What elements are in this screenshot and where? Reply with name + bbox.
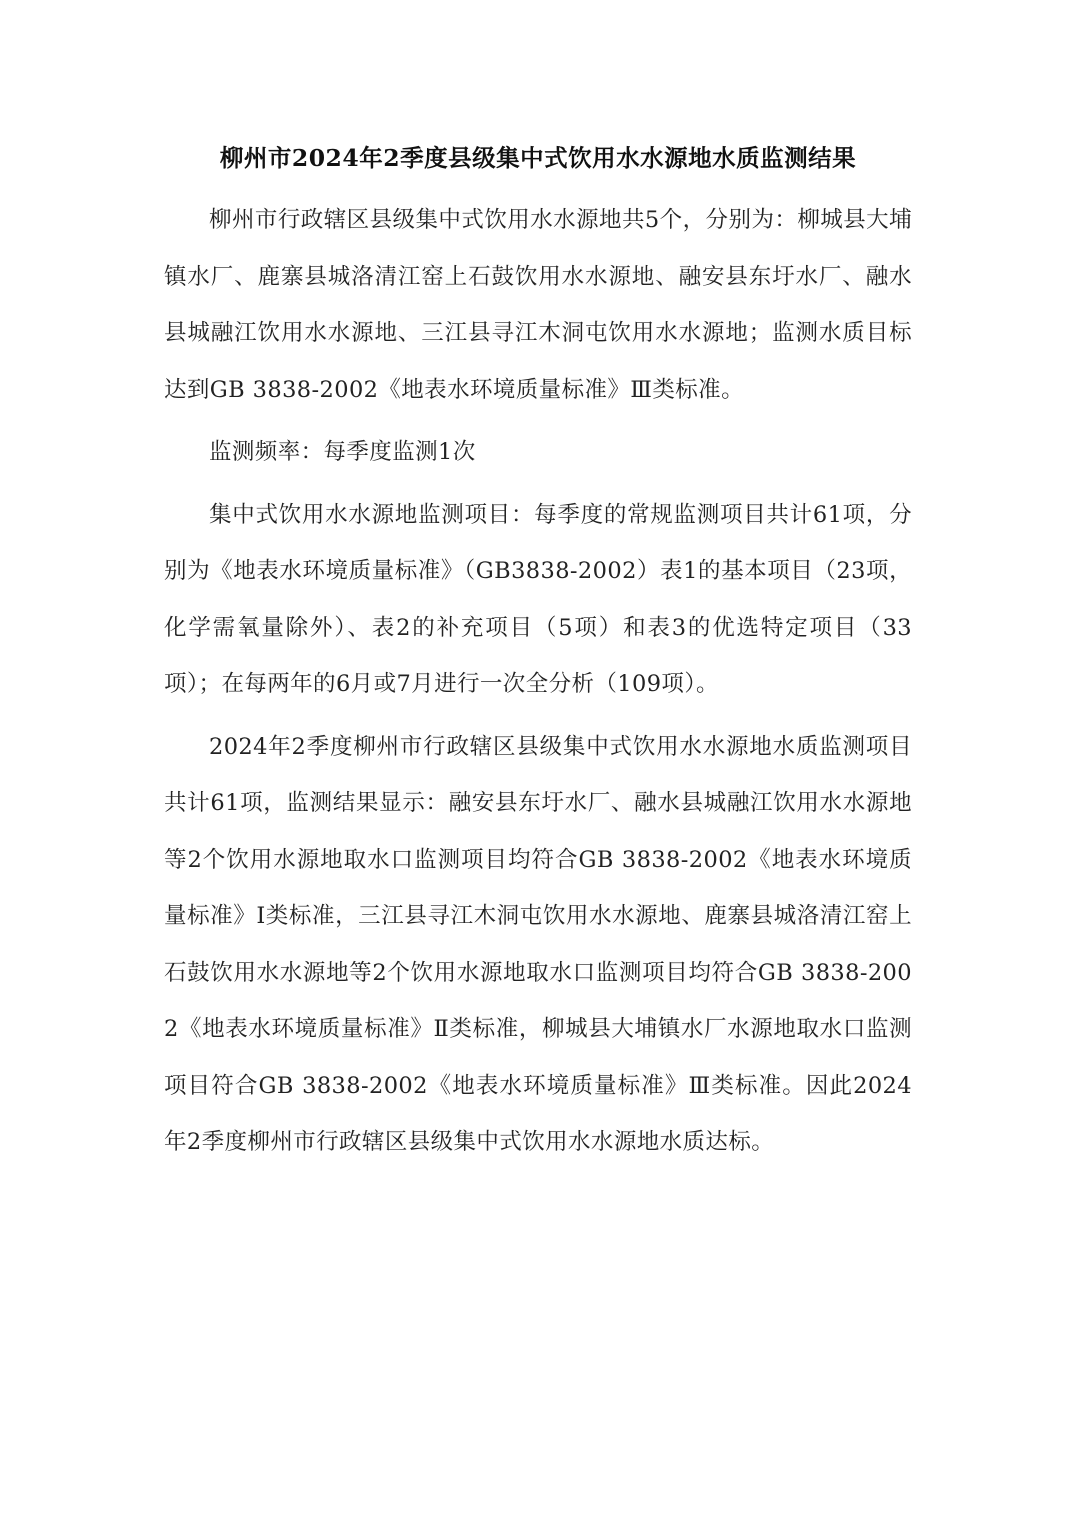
paragraph-monitoring-items: 集中式饮用水水源地监测项目：每季度的常规监测项目共计61项，分别为《地表水环境质量标准》（GB3838-2002）表1的基本项目（23项，化学需氧量除外）、表2的补充项目（5项）和表3的优选特定项目（33项）；在每两年的6月或7月进行一次全分析（109项）。 bbox=[164, 501, 912, 697]
document-page bbox=[164, 136, 912, 1177]
paragraph-monitoring-results: 2024年2季度柳州市行政辖区县级集中式饮用水水源地水质监测项目共计61项，监测结果显示：融安县东圩水厂、融水县城融江饮用水水源地等2个饮用水源地取水口监测项目均符合GB 3838-2002《地表水环境质量标准》Ⅰ类标准，三江县寻江木洞屯饮用水水源地、鹿寨县城洛清江窑上石鼓饮用水水源地等2个饮用水源地取水口监测项目均符合GB 3838-2002《地表水环境质量标准》Ⅱ类标准，柳城县大埔镇水厂水源地取水口监测项目符合GB 3838-2002《地表水环境质量标准》Ⅲ类标准。因此2024年2季度柳州市行政辖区县级集中式饮用水水源地水质达标。 bbox=[164, 733, 912, 1155]
document-title: 柳州市2024年2季度县级集中式饮用水水源地水质监测结果 bbox=[219, 144, 857, 172]
paragraph-monitoring-frequency: 监测频率：每季度监测1次 bbox=[209, 439, 476, 465]
paragraph-water-sources: 柳州市行政辖区县级集中式饮用水水源地共5个，分别为：柳城县大埔镇水厂、鹿寨县城洛清江窑上石鼓饮用水水源地、融安县东圩水厂、融水县城融江饮用水水源地、三江县寻江木洞屯饮用水水源地；监测水质目标达到GB 3838-2002《地表水环境质量标准》Ⅲ类标准。 bbox=[164, 207, 912, 403]
